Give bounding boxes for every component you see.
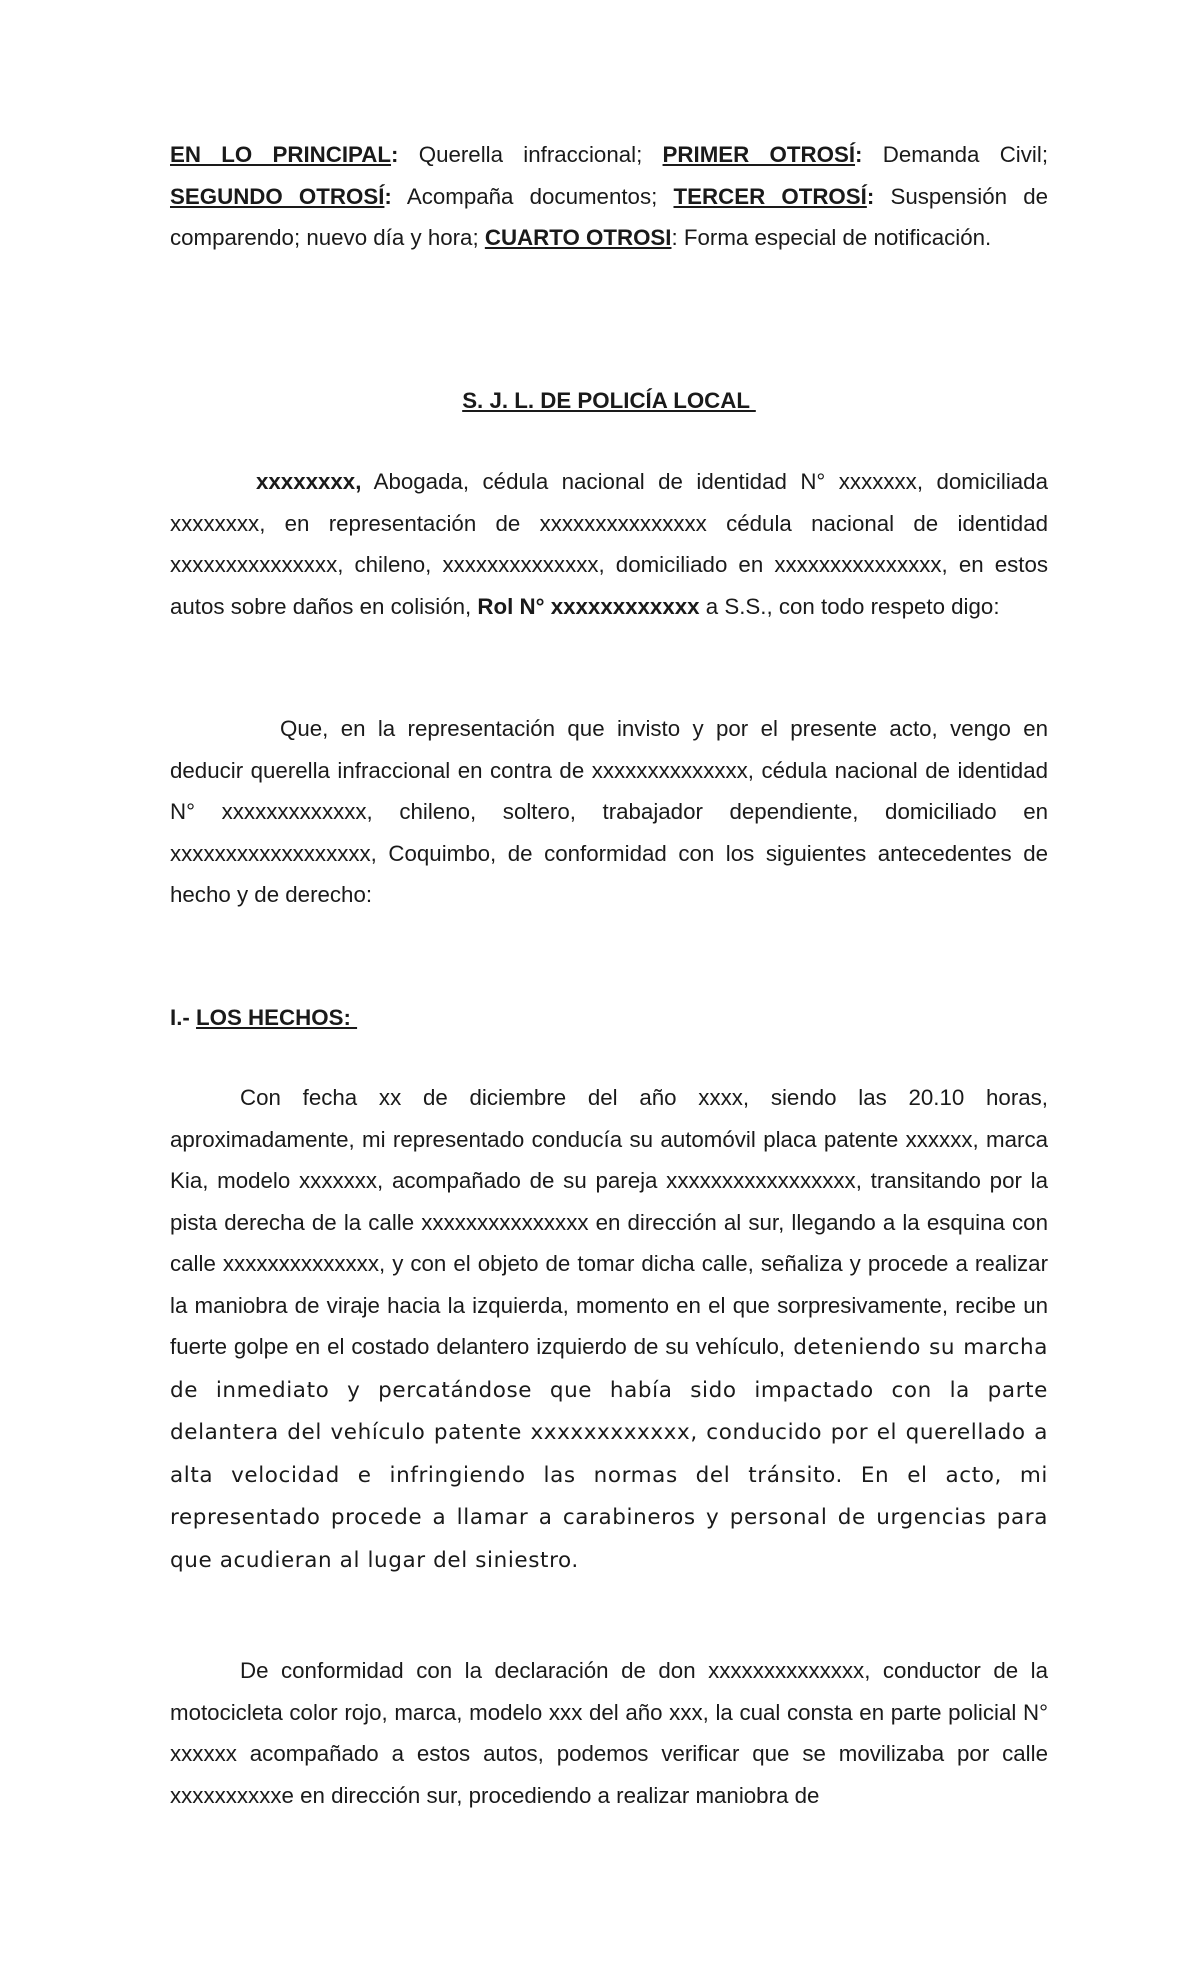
intro-text-2: a S.S., con todo respeto digo: bbox=[699, 593, 1000, 619]
facts-text-part-a: Con fecha xx de diciembre del año xxxx, siendo las 20.10 horas, aproximadamente, mi representado conducía su automóvil placa patente xxxxxx, marca Kia, modelo xxxxxxx, acompañado de su pareja xxxxxxxxxxxxxxxxx, transitando por la pista derecha de la calle xxxxxxxxxxxxxxx en dirección al sur, llegando a la esquina con calle xxxxxxxxxxxxxx, y con el objeto de tomar dicha calle, señaliza y procede a realizar la maniobra de viraje hacia la izquierda, momento en el que sorpresivamente, recibe un fuerte golpe en el costado delantero izquierdo de su vehículo, bbox=[170, 1085, 1048, 1359]
section-title: LOS HECHOS: bbox=[196, 1005, 358, 1030]
lawyer-name: xxxxxxxx, bbox=[256, 469, 362, 494]
request-paragraph bbox=[170, 708, 1048, 916]
principal-colon: : bbox=[391, 142, 399, 167]
cuarto-otrosi-label: CUARTO OTROSI bbox=[484, 225, 672, 250]
facts-paragraph-1 bbox=[170, 1077, 1048, 1581]
request-text: Que, en la representación que invisto y por el presente acto, vengo en deducir querella infraccional en contra de xxxxxxxxxxxxxx, cédula nacional de identidad N° xxxxxxxxxxxxx, chileno, soltero, trabajador dependiente, domiciliado en xxxxxxxxxxxxxxxxxx, Coquimbo, de conformidad con los siguientes antecedentes de hecho y de derecho: bbox=[170, 716, 1048, 907]
primer-otrosi-text: Demanda Civil; bbox=[862, 142, 1049, 167]
facts-text-part-b: deteniendo su marcha de inmediato y percatándose que había sido impactado con la parte delantera del vehículo patente xxxxxxxxxxxx, conducido por el querellado a alta velocidad e infringiendo las normas del tránsito. En el acto, mi representado procede a llamar a carabineros y personal de urgencias para que acudieran al lugar del siniestro. bbox=[170, 1335, 1049, 1573]
primer-colon: : bbox=[855, 142, 863, 167]
court-heading: S. J. L. DE POLICÍA LOCAL bbox=[462, 388, 756, 413]
principal-text: Querella infraccional; bbox=[398, 142, 663, 167]
tercer-otrosi-label: TERCER OTROSÍ bbox=[673, 183, 867, 209]
intro-paragraph bbox=[170, 461, 1048, 627]
tercer-colon: : bbox=[866, 183, 875, 209]
section-heading-line bbox=[170, 997, 1048, 1039]
segundo-colon: : bbox=[384, 183, 392, 209]
tercer-otrosi-text: Suspensión de comparendo; nuevo día y hora; bbox=[170, 183, 1049, 250]
facts-text-2: De conformidad con la declaración de don xxxxxxxxxxxxxx, conductor de la motocicleta color rojo, marca, modelo xxx del año xxx, la cual consta en parte policial N° xxxxxx acompañado a estos autos, podemos verificar que se movilizaba por calle xxxxxxxxxxe en dirección sur, procediendo a realizar maniobra de bbox=[170, 1658, 1048, 1808]
facts-paragraph-2 bbox=[170, 1650, 1048, 1816]
court-heading-line bbox=[170, 380, 1048, 422]
section-number: I.- bbox=[170, 1005, 190, 1030]
cuarto-otrosi-text: : Forma especial de notificación. bbox=[671, 225, 992, 250]
segundo-otrosi-label: SEGUNDO OTROSÍ bbox=[170, 183, 385, 209]
intro-text-1: Abogada, cédula nacional de identidad N° xxxxxxx, domiciliada xxxxxxxx, en representación de xxxxxxxxxxxxxxx cédula nacional de identidad xxxxxxxxxxxxxxx, chileno, xxxxxxxxxxxxxx, domiciliado en xxxxxxxxxxxxxxx, en estos autos sobre daños en colisión, bbox=[170, 469, 1048, 619]
segundo-otrosi-text: Acompaña documentos; bbox=[391, 183, 674, 209]
principal-label: EN LO PRINCIPAL bbox=[170, 142, 392, 167]
rol-number: Rol N° xxxxxxxxxxxx bbox=[477, 593, 700, 619]
primer-otrosi-label: PRIMER OTROSÍ bbox=[662, 142, 856, 167]
summary-paragraph bbox=[170, 134, 1048, 259]
